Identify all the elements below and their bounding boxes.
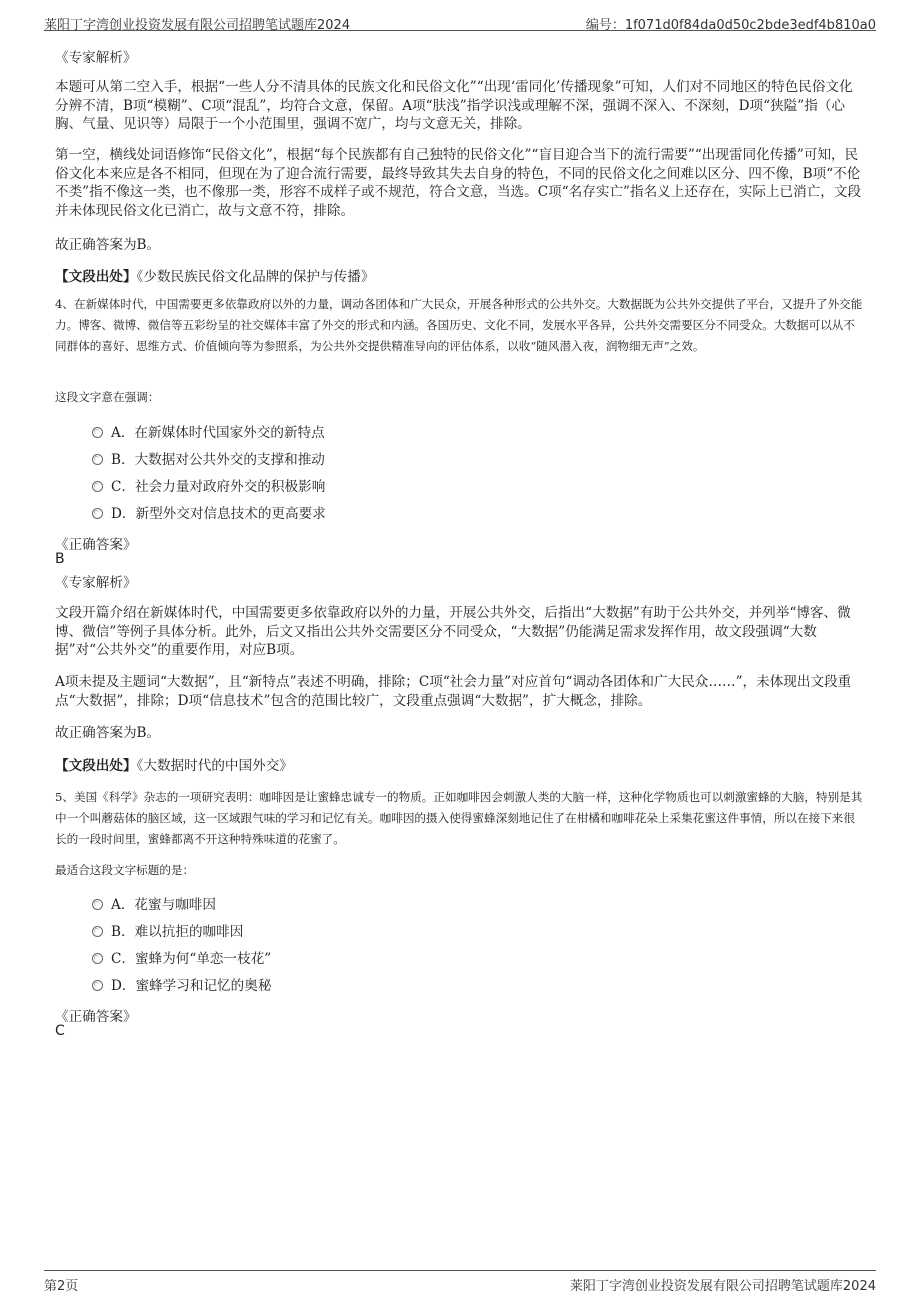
- option-letter: C．: [111, 951, 135, 967]
- option-letter: D．: [111, 506, 136, 522]
- correct-answer-heading: 《正确答案》: [55, 1009, 137, 1025]
- page-number: 第2页: [44, 1279, 79, 1294]
- option-letter: B．: [111, 452, 135, 468]
- page-header: [44, 8, 876, 31]
- option-letter: A．: [111, 425, 135, 441]
- radio-icon[interactable]: [92, 899, 103, 910]
- header-company-title: 莱阳丁字湾创业投资发展有限公司招聘笔试题库2024: [44, 18, 351, 33]
- expert-analysis-heading: 《专家解析》: [55, 50, 137, 66]
- option-text: 花蜜与咖啡因: [134, 897, 216, 913]
- analysis-conclusion: 故正确答案为B。: [55, 725, 161, 741]
- option-c[interactable]: [92, 477, 325, 497]
- option-text: 难以抗拒的咖啡因: [134, 924, 244, 940]
- radio-icon[interactable]: [92, 953, 103, 964]
- question-5-prompt: 最适合这段文字标题的是：: [55, 863, 195, 877]
- radio-icon[interactable]: [92, 481, 103, 492]
- source-label: 【文段出处】: [55, 269, 137, 285]
- option-letter: A．: [111, 897, 135, 913]
- option-b[interactable]: [92, 450, 325, 470]
- question-4-prompt: 这段文字意在强调：: [55, 390, 160, 404]
- radio-icon[interactable]: [92, 926, 103, 937]
- source-title: 《少数民族民俗文化品牌的保护与传播》: [136, 269, 375, 285]
- option-text: 蜜蜂学习和记忆的奥秘: [135, 978, 272, 994]
- option-letter: D．: [111, 978, 136, 994]
- source-line: [55, 265, 865, 285]
- option-b[interactable]: [92, 922, 243, 942]
- source-label: 【文段出处】: [55, 758, 137, 774]
- question-4-stem: 4、在新媒体时代，中国需要更多依靠政府以外的力量，调动各团体和广大民众，开展各种形式的公共外交。大数据既为公共外交提供了平台，又提升了外交能力。博客、微博、微信等五彩纷呈的社交媒体丰富了外交的形式和内涵。各国历史、文化不同，发展水平各异，公共外交需要区分不同受众。大数据可以从不同群体的喜好、思维方式、价值倾向等为参照系，为公共外交提供精准导向的评估体系，以收“随风潜入夜，润物细无声”之效。: [55, 297, 863, 353]
- analysis-paragraph: 文段开篇介绍在新媒体时代，中国需要更多依靠政府以外的力量，开展公共外交，后指出“大数据”有助于公共外交，并列举“博客、微博、微信”等例子具体分析。此外，后文又指出公共外交需要区分不同受众，“大数据”仍能满足需求发挥作用，故文段强调“大数据”对“公共外交”的重要作用，对应B项。: [55, 605, 851, 658]
- question-5-stem: 5、美国《科学》杂志的一项研究表明：咖啡因是让蜜蜂忠诚专一的物质。正如咖啡因会刺激人类的大脑一样，这种化学物质也可以刺激蜜蜂的大脑，特别是其中一个叫蘑菇体的脑区域，这一区域跟气味的学习和记忆有关。咖啡因的摄入使得蜜蜂深刻地记住了在柑橘和咖啡花朵上采集花蜜这件事情，所以在接下来很长的一段时间里，蜜蜂都离不开这种特殊味道的花蜜了。: [55, 790, 863, 846]
- option-text: 社会力量对政府外交的积极影响: [135, 479, 326, 495]
- option-d[interactable]: [92, 976, 271, 996]
- option-a[interactable]: [92, 895, 216, 915]
- option-text: 蜜蜂为何“单恋一枝花”: [135, 951, 272, 967]
- source-title: 《大数据时代的中国外交》: [136, 758, 293, 774]
- option-letter: B．: [111, 924, 135, 940]
- analysis-conclusion: 故正确答案为B。: [55, 237, 161, 253]
- source-line: [55, 754, 865, 774]
- radio-icon[interactable]: [92, 980, 103, 991]
- footer-company-title: 莱阳丁字湾创业投资发展有限公司招聘笔试题库2024: [569, 1279, 876, 1294]
- analysis-paragraph: 第一空，横线处词语修饰“民俗文化”，根据“每个民族都有自己独特的民俗文化”“盲目迎合当下的流行需要”“出现雷同化传播”可知，民俗文化本来应是各不相同，但现在为了迎合流行需要，最终导致其失去自身的特色，不同的民俗文化之间难以区分、四不像，B项“不伦不类”指不像这一类，也不像那一类，形容不成样子或不规范，符合文意，当选。C项“名存实亡”指名义上还存在，实际上已消亡，文段并未体现民俗文化已消亡，故与文意不符，排除。: [55, 147, 862, 219]
- correct-answer: C: [55, 1023, 65, 1039]
- correct-answer: B: [55, 551, 65, 567]
- option-text: 在新媒体时代国家外交的新特点: [134, 425, 325, 441]
- header-document-code: 编号：1f071d0f84da0d50c2bde3edf4b810a0: [585, 18, 876, 33]
- correct-answer-heading: 《正确答案》: [55, 537, 137, 553]
- option-d[interactable]: [92, 504, 326, 524]
- page-footer: [44, 1270, 876, 1293]
- radio-icon[interactable]: [92, 454, 103, 465]
- radio-icon[interactable]: [92, 427, 103, 438]
- expert-analysis-heading: 《专家解析》: [55, 575, 137, 591]
- analysis-paragraph: A项未提及主题词“大数据”，且“新特点”表述不明确，排除；C项“社会力量”对应首句“调动各团体和广大民众……”，未体现出文段重点“大数据”，排除；D项“信息技术”包含的范围比较广，文段重点强调“大数据”，扩大概念，排除。: [55, 674, 852, 709]
- analysis-paragraph: 本题可从第二空入手，根据“一些人分不清具体的民族文化和民俗文化”“出现‘雷同化’传播现象”可知，人们对不同地区的特色民俗文化分辨不清，B项“模糊”、C项“混乱”，均符合文意，保留。A项“肤浅”指学识浅或理解不深，强调不深入、不深刻，D项“狭隘”指（心胸、气量、见识等）局限于一个小范围里，强调不宽广，均与文意无关，排除。: [55, 79, 853, 132]
- option-a[interactable]: [92, 423, 325, 443]
- radio-icon[interactable]: [92, 508, 103, 519]
- option-letter: C．: [111, 479, 135, 495]
- option-text: 新型外交对信息技术的更高要求: [135, 506, 326, 522]
- option-text: 大数据对公共外交的支撑和推动: [134, 452, 325, 468]
- option-c[interactable]: [92, 949, 271, 969]
